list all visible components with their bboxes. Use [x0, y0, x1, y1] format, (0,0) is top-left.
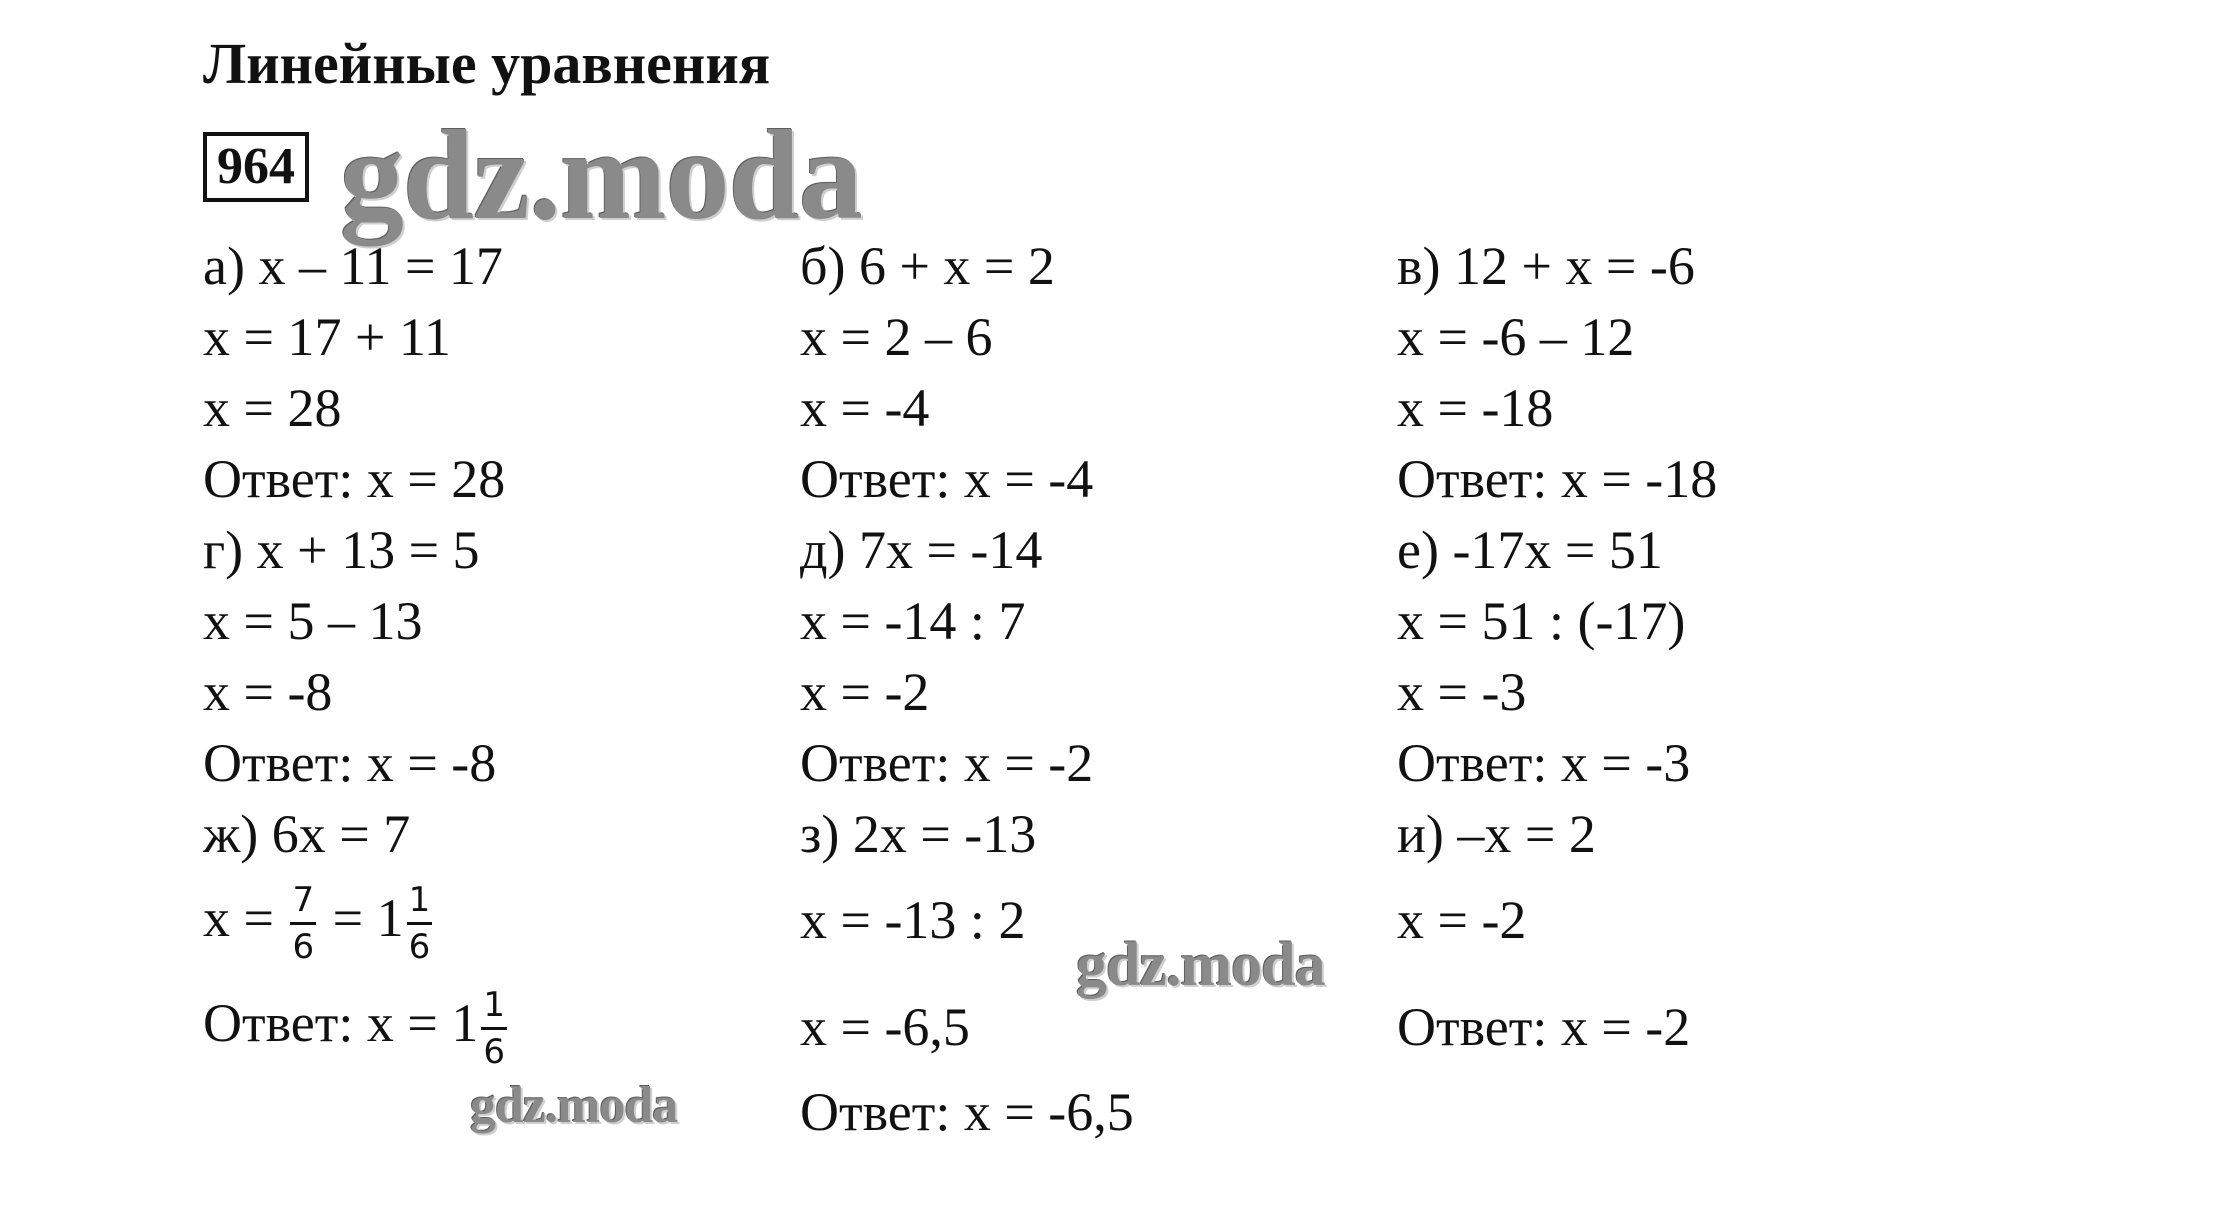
fraction-numerator: 1: [481, 985, 507, 1030]
step-prefix: x =: [203, 887, 288, 948]
solution-step: x = 51 : (-17): [1397, 591, 1686, 651]
answer-prefix: Ответ: x =: [203, 992, 452, 1053]
solution-step-fraction: [203, 880, 435, 967]
answer-line-fraction: [203, 985, 510, 1072]
mixed-number-whole: 1: [376, 887, 404, 948]
equation-line: б) 6 + x = 2: [800, 236, 1055, 296]
answer-line: Ответ: x = -3: [1397, 733, 1691, 793]
fraction-denominator: 6: [483, 1032, 505, 1072]
solution-step: x = 5 – 13: [203, 591, 423, 651]
solution-step: x = -8: [203, 662, 333, 722]
solution-step: x = -18: [1397, 378, 1554, 438]
answer-line: Ответ: x = -6,5: [800, 1082, 1134, 1142]
fraction: [407, 880, 433, 967]
solution-step: x = -4: [800, 378, 930, 438]
fraction-denominator: 6: [408, 927, 431, 967]
solution-step: x = -6 – 12: [1397, 307, 1635, 367]
answer-line: Ответ: x = -4: [800, 449, 1094, 509]
task-number-box: 964: [203, 132, 309, 202]
equation-line: г) x + 13 = 5: [203, 520, 480, 580]
answer-line: Ответ: x = -2: [1397, 997, 1691, 1057]
equation-line: д) 7x = -14: [800, 520, 1043, 580]
fraction: [481, 985, 507, 1072]
equation-line: и) –x = 2: [1397, 804, 1596, 864]
solution-step: x = -14 : 7: [800, 591, 1026, 651]
page-title: Линейные уравнения: [203, 31, 771, 96]
solution-step: x = -2: [1397, 890, 1527, 950]
equation-line: в) 12 + x = -6: [1397, 236, 1695, 296]
answer-line: Ответ: x = -18: [1397, 449, 1718, 509]
fraction-numerator: 7: [290, 880, 316, 925]
solution-step: x = -13 : 2: [800, 890, 1026, 950]
solution-step: x = -6,5: [800, 997, 970, 1057]
equals-sign: =: [319, 887, 377, 948]
solution-step: x = 17 + 11: [203, 307, 451, 367]
equation-line: е) -17x = 51: [1397, 520, 1663, 580]
solution-step: x = 2 – 6: [800, 307, 993, 367]
watermark-logo: gdz.moda: [470, 1077, 678, 1134]
equation-line: з) 2x = -13: [800, 804, 1037, 864]
watermark-logo: gdz.moda: [340, 104, 862, 246]
watermark-logo: gdz.moda: [1076, 931, 1325, 999]
equation-line: ж) 6x = 7: [203, 804, 411, 864]
solution-step: x = -3: [1397, 662, 1527, 722]
solution-step: x = -2: [800, 662, 930, 722]
fraction-denominator: 6: [292, 927, 315, 967]
solution-step: x = 28: [203, 378, 342, 438]
fraction-numerator: 1: [407, 880, 433, 925]
answer-line: Ответ: x = -2: [800, 733, 1094, 793]
answer-line: Ответ: x = 28: [203, 449, 506, 509]
mixed-number-whole: 1: [451, 992, 479, 1053]
answer-line: Ответ: x = -8: [203, 733, 497, 793]
fraction: [290, 880, 316, 967]
equation-line: а) x – 11 = 17: [203, 236, 503, 296]
